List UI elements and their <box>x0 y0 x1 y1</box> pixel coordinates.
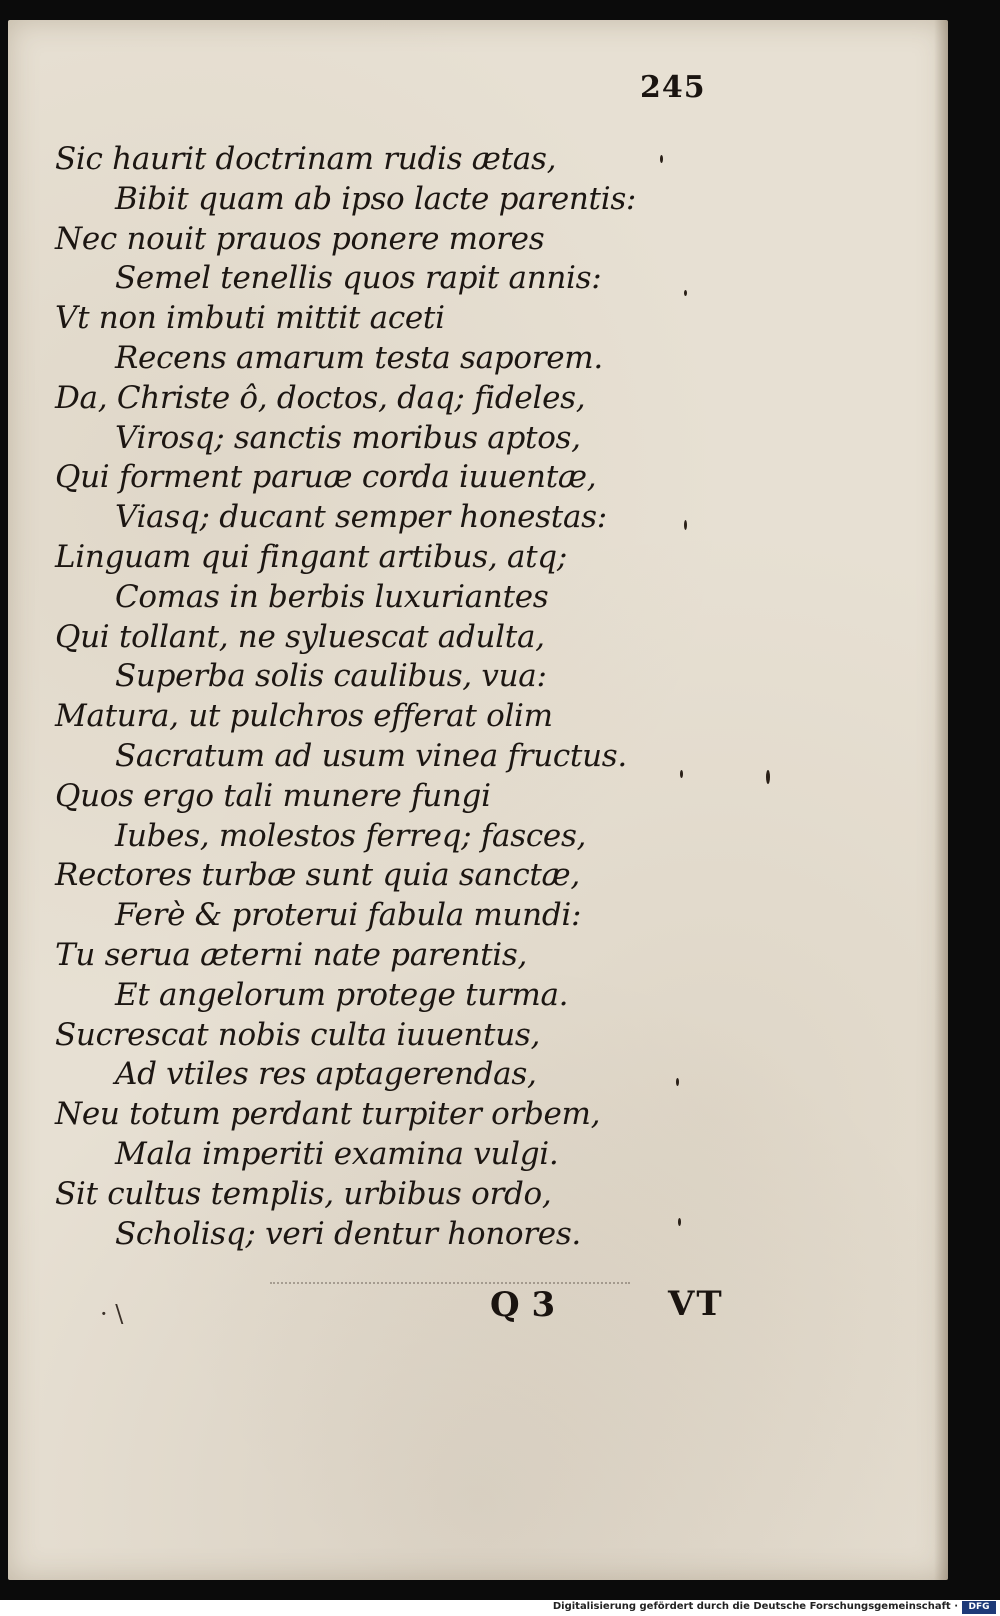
verse-line: Recens amarum testa saporem. <box>115 339 603 376</box>
verse-line: Bibit quam ab ipso lacte parentis: <box>115 180 637 217</box>
verse-line: Et angelorum protege turma. <box>115 976 569 1013</box>
verse-line: Mala imperiti examina vulgi. <box>115 1135 559 1172</box>
verse-line: Vt non imbuti mittit aceti <box>55 300 445 337</box>
ink-speck <box>684 520 687 530</box>
verse-line: Scholisq; veri dentur honores. <box>115 1215 581 1252</box>
verse-line: Viasq; ducant semper honestas: <box>115 499 607 536</box>
verse-line: Sic haurit doctrinam rudis ætas, <box>55 141 557 177</box>
verse-line: Sit cultus templis, urbibus ordo, <box>55 1175 552 1212</box>
verse-line: Virosq; sanctis moribus aptos, <box>115 419 581 456</box>
verse-line: Sacratum ad usum vinea fructus. <box>115 737 627 774</box>
verse-line: Neu totum perdant turpiter orbem, <box>55 1096 601 1133</box>
verse-line: Superba solis caulibus, vua: <box>115 658 547 695</box>
ink-speck <box>660 155 663 163</box>
verse-line: Rectores turbæ sunt quia sanctæ, <box>55 857 580 894</box>
digitization-credit: Digitalisierung gefördert durch die Deutsche Forschungsgemeinschaft · <box>552 1601 958 1612</box>
verse-line: Da, Christe ô, doctos, daq; fideles, <box>55 379 586 416</box>
ink-speck <box>680 770 683 778</box>
verse-line: Nec nouit prauos ponere mores <box>55 220 545 257</box>
catchword: VT <box>668 1284 724 1324</box>
signature-mark: Q 3 <box>490 1285 556 1325</box>
ink-speck <box>766 770 770 784</box>
verse-line: Qui tollant, ne syluescat adulta, <box>55 618 545 655</box>
verse-line: Ad vtiles res aptagerendas, <box>115 1056 537 1093</box>
poem-text <box>55 140 637 1254</box>
verse-line: Iubes, molestos ferreq; fasces, <box>115 817 587 854</box>
footer-marks: · \ <box>100 1300 124 1328</box>
verse-line: Quos ergo tali munere fungi <box>55 777 491 814</box>
verse-line: Comas in berbis luxuriantes <box>115 578 549 615</box>
verse-line: Linguam qui fingant artibus, atq; <box>55 538 567 575</box>
verse-line: Tu serua æterni nate parentis, <box>55 936 528 973</box>
verse-line: Matura, ut pulchros efferat olim <box>55 698 553 735</box>
verse-line: Ferè & proterui fabula mundi: <box>115 897 582 934</box>
verse-line: Semel tenellis quos rapit annis: <box>115 260 602 297</box>
ink-speck <box>676 1078 679 1086</box>
ink-speck <box>684 290 687 296</box>
verse-line: Qui forment paruæ corda iuuentæ, <box>55 459 597 496</box>
page-edge-shadow <box>934 20 948 1580</box>
ink-speck <box>678 1218 681 1226</box>
verse-line: Sucrescat nobis culta iuuentus, <box>55 1016 541 1053</box>
footer-dotted-rule <box>270 1282 630 1284</box>
page-number: 245 <box>640 70 706 105</box>
dfg-logo: DFG <box>962 1601 996 1614</box>
